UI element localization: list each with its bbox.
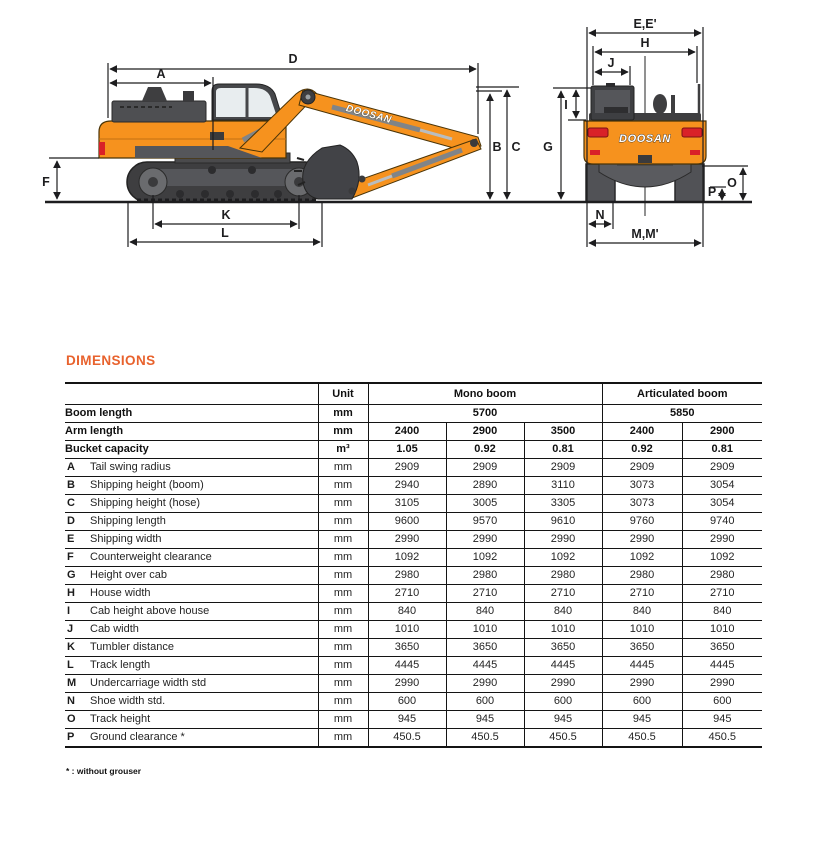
table-row <box>65 711 762 729</box>
dim-label-n: N <box>595 208 605 222</box>
table-row <box>65 531 762 549</box>
dim-label-o: O <box>727 176 737 190</box>
value-cell: 2990 <box>368 675 446 693</box>
value-cell: 1010 <box>602 621 682 639</box>
value-cell: 3500 <box>524 423 602 441</box>
rear-doosan-logo: DOOSAN <box>619 133 671 145</box>
deck-grille <box>604 107 628 113</box>
dim-code: I <box>67 605 71 617</box>
dimension-diagram <box>0 0 823 340</box>
dim-label-c: C <box>511 140 521 154</box>
value-cell: 2940 <box>368 477 446 495</box>
side-doosan-logo: DOOSAN <box>344 103 393 126</box>
dim-code: A <box>67 461 75 473</box>
dim-row-label <box>65 531 318 549</box>
tow-hitch <box>638 155 652 163</box>
value-cell: 4445 <box>682 657 762 675</box>
value-cell: 3110 <box>524 477 602 495</box>
dim-name: Tail swing radius <box>90 461 171 473</box>
unit-cell: mm <box>318 711 368 729</box>
value-cell: 1010 <box>446 621 524 639</box>
dim-label-e: E,E' <box>633 17 657 31</box>
unit-cell: mm <box>318 657 368 675</box>
value-cell: 1010 <box>682 621 762 639</box>
value-cell: 450.5 <box>524 729 602 748</box>
dim-row-label <box>65 513 318 531</box>
dim-name: Track length <box>90 659 151 671</box>
value-cell: 9760 <box>602 513 682 531</box>
unit-cell: mm <box>318 675 368 693</box>
table-row <box>65 459 762 477</box>
value-cell: 3650 <box>682 639 762 657</box>
unit-cell: mm <box>318 477 368 495</box>
value-cell: 840 <box>446 603 524 621</box>
rear-tail-light-left <box>588 128 608 137</box>
unit-cell: mm <box>318 621 368 639</box>
value-cell: 2990 <box>682 531 762 549</box>
dim-code: O <box>67 713 76 725</box>
value-cell: 600 <box>602 693 682 711</box>
value-cell: 2990 <box>524 531 602 549</box>
dim-name: Tumbler distance <box>90 641 174 653</box>
value-cell: 945 <box>682 711 762 729</box>
table-row <box>65 477 762 495</box>
boom-pivot-pin <box>306 95 311 100</box>
table-row <box>65 729 762 748</box>
table-row <box>65 405 762 423</box>
value-cell: 3073 <box>602 477 682 495</box>
articulated-boom-header: Articulated boom <box>602 383 762 405</box>
spec-row-label: Arm length <box>65 423 318 441</box>
table-row <box>65 585 762 603</box>
value-cell: 2980 <box>682 567 762 585</box>
table-row <box>65 603 762 621</box>
value-cell: 9610 <box>524 513 602 531</box>
value-cell: 2990 <box>602 531 682 549</box>
spec-row-label: Bucket capacity <box>65 441 318 459</box>
dim-name: Shipping width <box>90 533 162 545</box>
unit-cell: mm <box>318 693 368 711</box>
dim-label-k: K <box>221 208 231 222</box>
value-cell: 1.05 <box>368 441 446 459</box>
value-cell: 1010 <box>524 621 602 639</box>
value-cell: 600 <box>446 693 524 711</box>
dim-code: D <box>67 515 75 527</box>
dim-row-label <box>65 693 318 711</box>
dim-label-d: D <box>288 52 298 66</box>
value-cell: 2710 <box>368 585 446 603</box>
table-row <box>65 495 762 513</box>
dim-row-label <box>65 585 318 603</box>
value-cell: 840 <box>524 603 602 621</box>
unit-cell: mm <box>318 549 368 567</box>
value-cell: 2909 <box>682 459 762 477</box>
table-row <box>65 441 762 459</box>
value-cell: 840 <box>602 603 682 621</box>
rear-tail-light-right <box>682 128 702 137</box>
value-cell: 0.92 <box>446 441 524 459</box>
value-cell: 1092 <box>602 549 682 567</box>
value-cell: 945 <box>446 711 524 729</box>
mono-boom-value: 5700 <box>368 405 602 423</box>
dim-name: Counterweight clearance <box>90 551 212 563</box>
dimensions-table <box>65 382 762 748</box>
dim-row-label <box>65 459 318 477</box>
value-cell: 2710 <box>446 585 524 603</box>
value-cell: 1092 <box>368 549 446 567</box>
articulated-boom-value: 5850 <box>602 405 762 423</box>
dim-row-label <box>65 549 318 567</box>
value-cell: 4445 <box>446 657 524 675</box>
value-cell: 4445 <box>602 657 682 675</box>
value-cell: 9570 <box>446 513 524 531</box>
dim-code: K <box>67 641 75 653</box>
value-cell: 3054 <box>682 495 762 513</box>
value-cell: 3305 <box>524 495 602 513</box>
dim-name: Cab height above house <box>90 605 210 617</box>
dim-row-label <box>65 657 318 675</box>
dim-code: J <box>67 623 74 635</box>
unit-cell: mm <box>318 531 368 549</box>
value-cell: 450.5 <box>368 729 446 748</box>
value-cell: 945 <box>368 711 446 729</box>
dim-row-label <box>65 621 318 639</box>
value-cell: 1092 <box>682 549 762 567</box>
value-cell: 2980 <box>602 567 682 585</box>
table-row <box>65 621 762 639</box>
value-cell: 3650 <box>446 639 524 657</box>
value-cell: 2890 <box>446 477 524 495</box>
spec-row-label: Boom length <box>65 405 318 423</box>
value-cell: 2400 <box>368 423 446 441</box>
value-cell: 450.5 <box>446 729 524 748</box>
value-cell: 9740 <box>682 513 762 531</box>
unit-cell: mm <box>318 585 368 603</box>
dim-label-p: P <box>707 185 717 199</box>
table-row <box>65 657 762 675</box>
dim-row-label <box>65 477 318 495</box>
value-cell: 2710 <box>602 585 682 603</box>
footnote: * : without grouser <box>66 766 142 776</box>
value-cell: 600 <box>524 693 602 711</box>
value-cell: 1092 <box>446 549 524 567</box>
value-cell: 0.92 <box>602 441 682 459</box>
value-cell: 2400 <box>602 423 682 441</box>
table-row <box>65 675 762 693</box>
value-cell: 945 <box>602 711 682 729</box>
table-row <box>65 693 762 711</box>
dim-name: Shipping height (boom) <box>90 479 204 491</box>
unit-cell: mm <box>318 603 368 621</box>
value-cell: 2900 <box>682 423 762 441</box>
unit-cell: mm <box>318 513 368 531</box>
value-cell: 3650 <box>524 639 602 657</box>
value-cell: 600 <box>682 693 762 711</box>
value-cell: 2909 <box>524 459 602 477</box>
value-cell: 4445 <box>524 657 602 675</box>
engine-hood <box>112 101 206 122</box>
table-row <box>65 639 762 657</box>
dim-label-i: I <box>564 98 568 112</box>
intake-snorkel <box>142 87 167 101</box>
dim-name: Height over cab <box>90 569 168 581</box>
dim-label-h: H <box>640 36 650 50</box>
value-cell: 3650 <box>602 639 682 657</box>
value-cell: 450.5 <box>682 729 762 748</box>
dim-code: B <box>67 479 75 491</box>
side-tail-light <box>99 142 105 155</box>
unit-cell: mm <box>318 423 368 441</box>
dim-name: Undercarriage width std <box>90 677 207 689</box>
value-cell: 945 <box>524 711 602 729</box>
dim-label-j: J <box>607 56 615 70</box>
value-cell: 3005 <box>446 495 524 513</box>
value-cell: 2990 <box>524 675 602 693</box>
deck-rail <box>671 95 675 114</box>
rear-muffler <box>653 94 667 114</box>
value-cell: 2990 <box>446 531 524 549</box>
unit-cell: mm <box>318 729 368 748</box>
excavator-side-view <box>99 84 481 202</box>
dim-name: Track height <box>90 713 151 725</box>
dim-row-label <box>65 675 318 693</box>
dim-row-label <box>65 711 318 729</box>
dim-code: G <box>67 569 76 581</box>
reflector-left <box>590 150 600 155</box>
value-cell: 2909 <box>446 459 524 477</box>
value-cell: 2710 <box>682 585 762 603</box>
mono-boom-header: Mono boom <box>368 383 602 405</box>
value-cell: 1092 <box>524 549 602 567</box>
dim-name: House width <box>90 587 151 599</box>
side-track-frame <box>149 169 303 186</box>
dim-name: Cab width <box>90 623 139 635</box>
table-header-row <box>65 383 762 405</box>
value-cell: 450.5 <box>602 729 682 748</box>
table-row <box>65 513 762 531</box>
dimensions-table-body <box>65 405 762 748</box>
value-cell: 3073 <box>602 495 682 513</box>
front-idler-hub <box>148 177 158 187</box>
unit-cell: mm <box>318 495 368 513</box>
section-title: DIMENSIONS <box>66 353 156 368</box>
value-cell: 0.81 <box>524 441 602 459</box>
value-cell: 2990 <box>682 675 762 693</box>
excavator-rear-view <box>584 56 706 216</box>
value-cell: 2990 <box>446 675 524 693</box>
dim-code: E <box>67 533 75 545</box>
dim-row-label <box>65 639 318 657</box>
value-cell: 2710 <box>524 585 602 603</box>
value-cell: 3105 <box>368 495 446 513</box>
exhaust-stack <box>183 91 194 102</box>
bucket-link-pin-2 <box>359 176 366 183</box>
reflector-right <box>690 150 700 155</box>
dim-name: Shipping length <box>90 515 166 527</box>
dim-name: Shipping height (hose) <box>90 497 201 509</box>
unit-cell: mm <box>318 459 368 477</box>
dim-code: M <box>67 677 77 689</box>
dim-label-a: A <box>156 67 166 81</box>
value-cell: 600 <box>368 693 446 711</box>
dim-row-label <box>65 603 318 621</box>
value-cell: 1010 <box>368 621 446 639</box>
value-cell: 0.81 <box>682 441 762 459</box>
dim-code: C <box>67 497 75 509</box>
value-cell: 840 <box>368 603 446 621</box>
value-cell: 2980 <box>368 567 446 585</box>
dim-label-b: B <box>492 140 502 154</box>
dim-code: H <box>67 587 75 599</box>
value-cell: 2990 <box>368 531 446 549</box>
unit-header: Unit <box>318 383 368 405</box>
dim-code: F <box>67 551 74 563</box>
dim-label-f: F <box>42 175 50 189</box>
value-cell: 2990 <box>602 675 682 693</box>
value-cell: 9600 <box>368 513 446 531</box>
unit-cell: m³ <box>318 441 368 459</box>
value-cell: 840 <box>682 603 762 621</box>
dim-row-label <box>65 567 318 585</box>
unit-cell: mm <box>318 639 368 657</box>
bucket-cylinder <box>392 150 462 176</box>
unit-cell: mm <box>318 405 368 423</box>
bucket-link-pin-1 <box>349 188 356 195</box>
dim-code: N <box>67 695 75 707</box>
dim-name: Shoe width std. <box>90 695 166 707</box>
dim-row-label <box>65 729 318 748</box>
value-cell: 2900 <box>446 423 524 441</box>
dim-code: P <box>67 731 75 743</box>
table-row <box>65 567 762 585</box>
value-cell: 2980 <box>446 567 524 585</box>
value-cell: 4445 <box>368 657 446 675</box>
value-cell: 3054 <box>682 477 762 495</box>
dim-label-m: M,M' <box>631 227 659 241</box>
arm-tip-pivot <box>470 139 478 147</box>
body-step <box>210 132 224 140</box>
dim-label-l: L <box>221 226 229 240</box>
dim-code: L <box>67 659 74 671</box>
table-row <box>65 423 762 441</box>
unit-cell: mm <box>318 567 368 585</box>
table-row <box>65 549 762 567</box>
value-cell: 2980 <box>524 567 602 585</box>
value-cell: 2909 <box>368 459 446 477</box>
dim-name: Ground clearance * <box>90 731 185 743</box>
cab-beacon <box>606 83 615 87</box>
value-cell: 2909 <box>602 459 682 477</box>
dim-label-g: G <box>543 140 553 154</box>
dim-row-label <box>65 495 318 513</box>
corner-cell <box>65 383 318 405</box>
value-cell: 3650 <box>368 639 446 657</box>
